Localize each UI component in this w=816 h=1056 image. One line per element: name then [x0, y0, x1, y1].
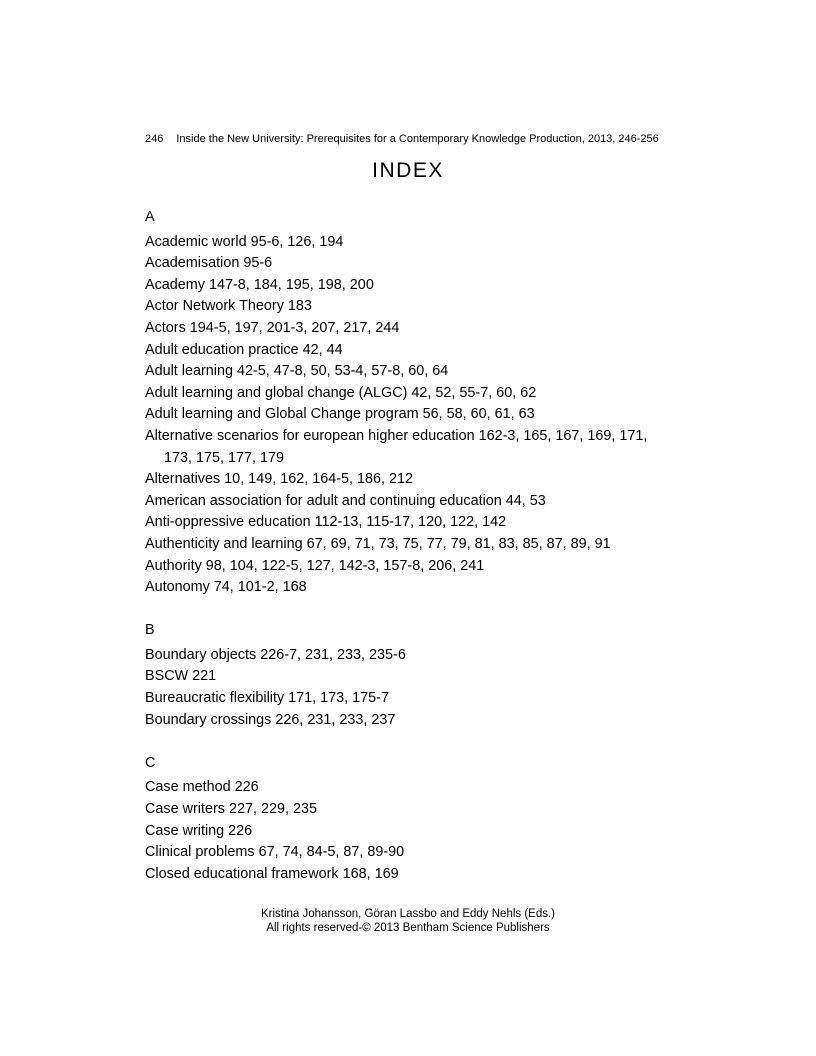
index-entry: Alternatives 10, 149, 162, 164-5, 186, 212: [145, 471, 414, 488]
index-entry: Actors 194-5, 197, 201-3, 207, 217, 244: [145, 319, 400, 336]
index-section: [145, 753, 677, 886]
index-entry: Academy 147-8, 184, 195, 198, 200: [145, 276, 374, 293]
index-entry: BSCW 221: [145, 668, 217, 685]
index-entry: Autonomy 74, 101-2, 168: [145, 579, 307, 596]
index-entry: Authority 98, 104, 122-5, 127, 142-3, 157-8, 206, 241: [145, 557, 485, 574]
index-entry: Adult learning 42-5, 47-8, 50, 53-4, 57-8, 60, 64: [145, 363, 449, 380]
index-entry: Adult learning and global change (ALGC) 42, 52, 55-7, 60, 62: [145, 384, 537, 401]
index-entry: Authenticity and learning 67, 69, 71, 73, 75, 77, 79, 81, 83, 85, 87, 89, 91: [145, 535, 611, 552]
index-entry: Boundary objects 226-7, 231, 233, 235-6: [145, 646, 406, 663]
running-header: [145, 132, 659, 146]
index-entry: Closed educational framework 168, 169: [145, 865, 399, 882]
page-title: INDEX: [372, 159, 444, 182]
index-entry: Anti-oppressive education 112-13, 115-17, 120, 122, 142: [145, 514, 507, 531]
index-entry: Clinical problems 67, 74, 84-5, 87, 89-90: [145, 844, 405, 861]
section-letter: C: [145, 754, 156, 771]
footer-copyright: All rights reserved-© 2013 Bentham Science Publishers: [266, 922, 550, 934]
index-entry: Adult learning and Global Change program 56, 58, 60, 61, 63: [145, 406, 535, 423]
index-section: [145, 207, 677, 599]
running-title: Inside the New University: Prerequisites for a Contemporary Knowledge Production, 2013, 246-256: [176, 133, 659, 145]
footer-editors: Kristina Johansson, Göran Lassbo and Eddy Nehls (Eds.): [260, 908, 556, 920]
index-entry: Actor Network Theory 183: [145, 298, 312, 315]
index-entry: Boundary crossings 226, 231, 233, 237: [145, 711, 396, 728]
index-section: [145, 620, 677, 731]
index-entry: Bureaucratic flexibility 171, 173, 175-7: [145, 690, 389, 707]
section-letter: A: [145, 209, 155, 225]
index-entry: Academisation 95-6: [145, 255, 273, 272]
index-entry: Case writers 227, 229, 235: [145, 801, 317, 818]
index-entry: American association for adult and continuing education 44, 53: [145, 492, 546, 509]
page-footer: [0, 907, 816, 935]
page-number: 246: [145, 133, 164, 145]
index-entry: Case method 226: [145, 779, 259, 796]
index-entry: Academic world 95-6, 126, 194: [145, 233, 344, 250]
index-entry: Adult education practice 42, 44: [145, 341, 343, 358]
section-letter: B: [145, 622, 155, 639]
index-entry: Case writing 226: [145, 822, 253, 839]
index-sections: [145, 207, 677, 885]
index-entry: Alternative scenarios for european higher education 162-3, 165, 167, 169, 171, 173, 175, 177, 179: [145, 427, 648, 466]
